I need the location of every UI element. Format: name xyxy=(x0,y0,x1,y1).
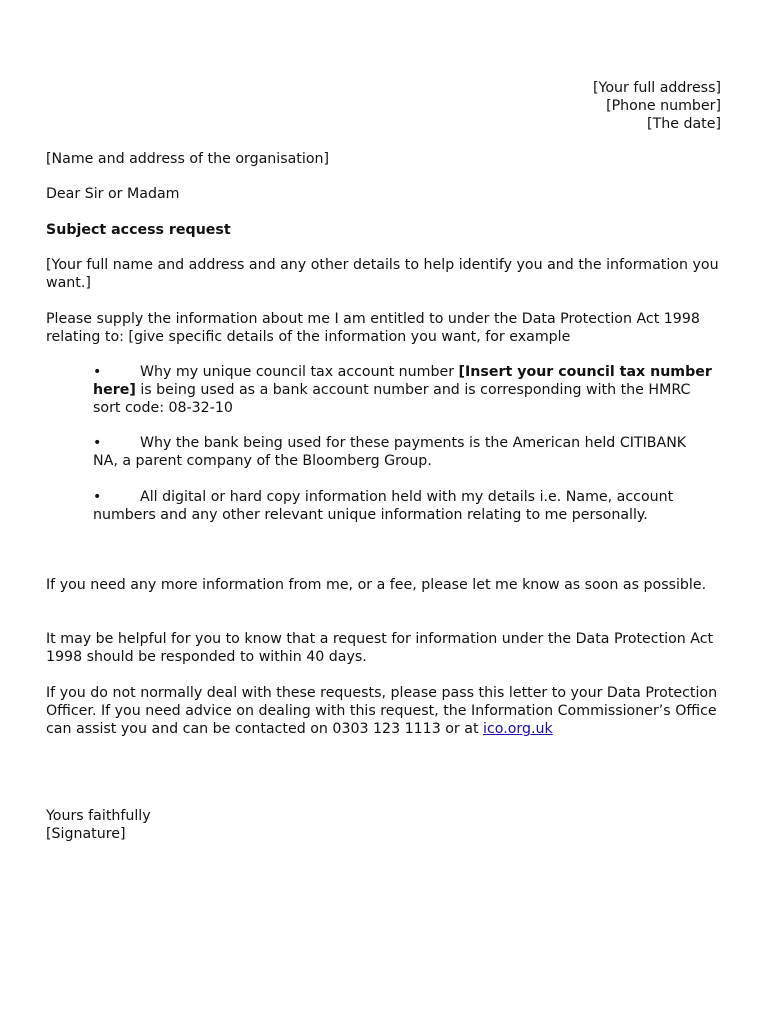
closing: Yours faithfully xyxy=(46,808,151,824)
dpo-paragraph xyxy=(46,684,726,738)
bullet-marker: • xyxy=(93,489,102,505)
bullet-text: is being used as a bank account number and is corresponding with the HMRC sort code: 08-32-10 xyxy=(93,382,691,416)
bullet-marker: • xyxy=(93,364,102,380)
sender-address-block xyxy=(593,79,721,133)
bullet-marker: • xyxy=(93,435,102,451)
letter-date: [The date] xyxy=(647,116,721,132)
salutation: Dear Sir or Madam xyxy=(46,186,180,202)
bullet-text: Why my unique council tax account number xyxy=(140,364,459,380)
bullet-item xyxy=(93,363,713,417)
recipient-address: [Name and address of the organisation] xyxy=(46,151,330,167)
ico-link[interactable]: ico.org.uk xyxy=(483,721,553,737)
sender-address: [Your full address] xyxy=(593,80,721,96)
bullet-item xyxy=(93,434,713,470)
more-info-paragraph: If you need any more information from me, or a fee, please let me know as soon as possible. xyxy=(46,577,707,593)
request-intro-paragraph: Please supply the information about me I am entitled to under the Data Protection Act 1998 relating to: [give specific details of the information you want, for example xyxy=(46,311,700,345)
signature: [Signature] xyxy=(46,826,126,842)
bullet-text: Why the bank being used for these payments is the American held CITIBANK NA, a parent company of the Bloomberg Group. xyxy=(93,435,687,469)
sender-phone: [Phone number] xyxy=(606,98,721,114)
bullet-text: All digital or hard copy information held with my details i.e. Name, account numbers and any other relevant unique information relating to me personally. xyxy=(93,489,674,523)
bullet-bold-placeholder: [Insert your council tax number here] xyxy=(93,364,712,398)
dpo-text: If you do not normally deal with these requests, please pass this letter to your Data Protection Officer. If you need advice on dealing with this request, the Information Commissioner’s Office can assist you and can be contacted on 0303 123 1113 or at xyxy=(46,685,718,737)
subject-line: Subject access request xyxy=(46,222,231,238)
identify-paragraph: [Your full name and address and any other details to help identify you and the information you want.] xyxy=(46,257,719,291)
timeline-paragraph: It may be helpful for you to know that a request for information under the Data Protection Act 1998 should be responded to within 40 days. xyxy=(46,631,714,665)
bullet-item xyxy=(93,488,713,524)
